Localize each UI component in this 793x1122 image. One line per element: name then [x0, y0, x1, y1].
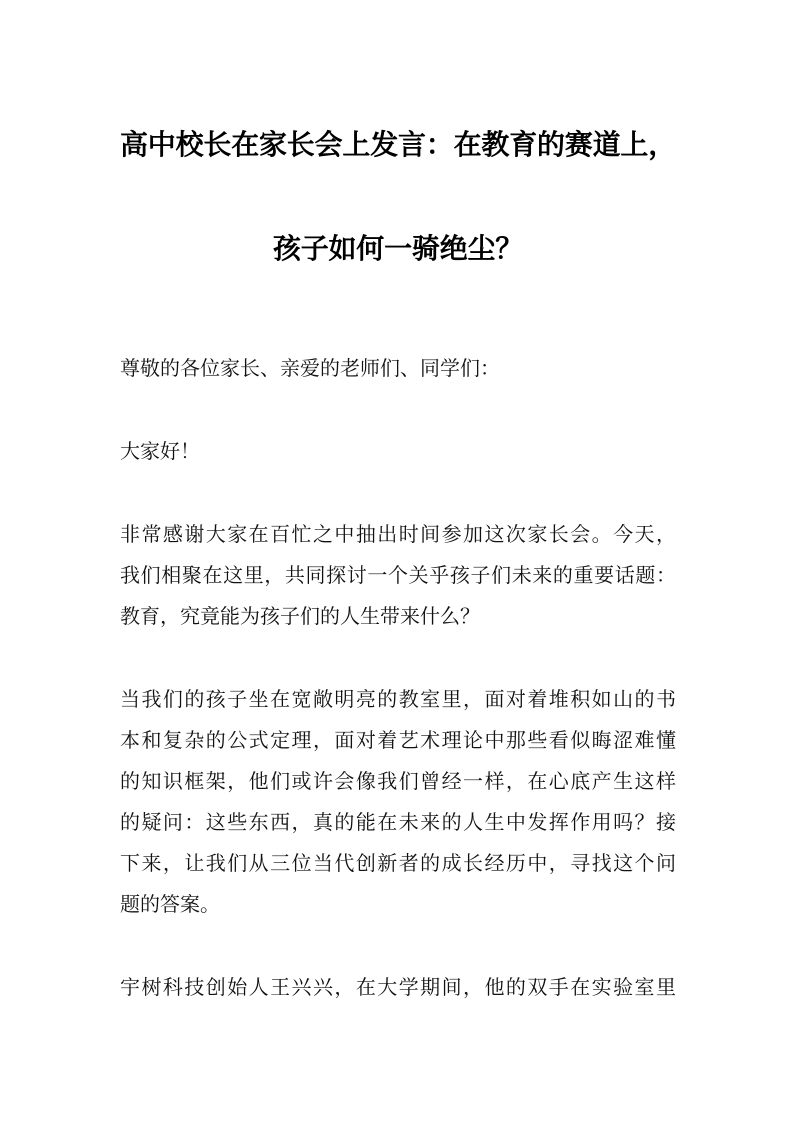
- body-line: 下来，让我们从三位当代创新者的成长经历中，寻找这个问: [120, 853, 676, 875]
- paragraph: [120, 432, 676, 473]
- paragraph: [120, 515, 676, 638]
- body-line: 本和复杂的公式定理，面对着艺术理论中那些看似晦涩难懂: [120, 730, 676, 752]
- body-line: 题的答案。: [120, 894, 220, 916]
- body-line: 教育，究竟能为孩子们的人生带来什么？: [120, 606, 480, 628]
- body-line: 我们相聚在这里，共同探讨一个关乎孩子们未来的重要话题：: [120, 565, 676, 587]
- body-line: 宇树科技创始人王兴兴，在大学期间，他的双手在实验室里: [120, 977, 676, 999]
- body-line: 当我们的孩子坐在宽敞明亮的教室里，面对着堆积如山的书: [120, 689, 676, 711]
- paragraph: [120, 968, 676, 1009]
- document-body: [120, 349, 676, 1009]
- body-line: 大家好！: [120, 441, 200, 463]
- title-line: 高中校长在家长会上发言：在教育的赛道上，: [120, 129, 677, 160]
- title-line: 孩子如何一骑绝尘？: [272, 233, 524, 264]
- document-title: [120, 93, 676, 301]
- body-line: 的知识框架，他们或许会像我们曾经一样，在心底产生这样: [120, 771, 676, 793]
- paragraph: [120, 349, 676, 390]
- paragraph: [120, 680, 676, 926]
- body-line: 的疑问：这些东西，真的能在未来的人生中发挥作用吗？接: [120, 812, 676, 834]
- body-line: 非常感谢大家在百忙之中抽出时间参加这次家长会。今天，: [120, 524, 676, 546]
- body-line: 尊敬的各位家长、亲爱的老师们、同学们：: [120, 358, 500, 380]
